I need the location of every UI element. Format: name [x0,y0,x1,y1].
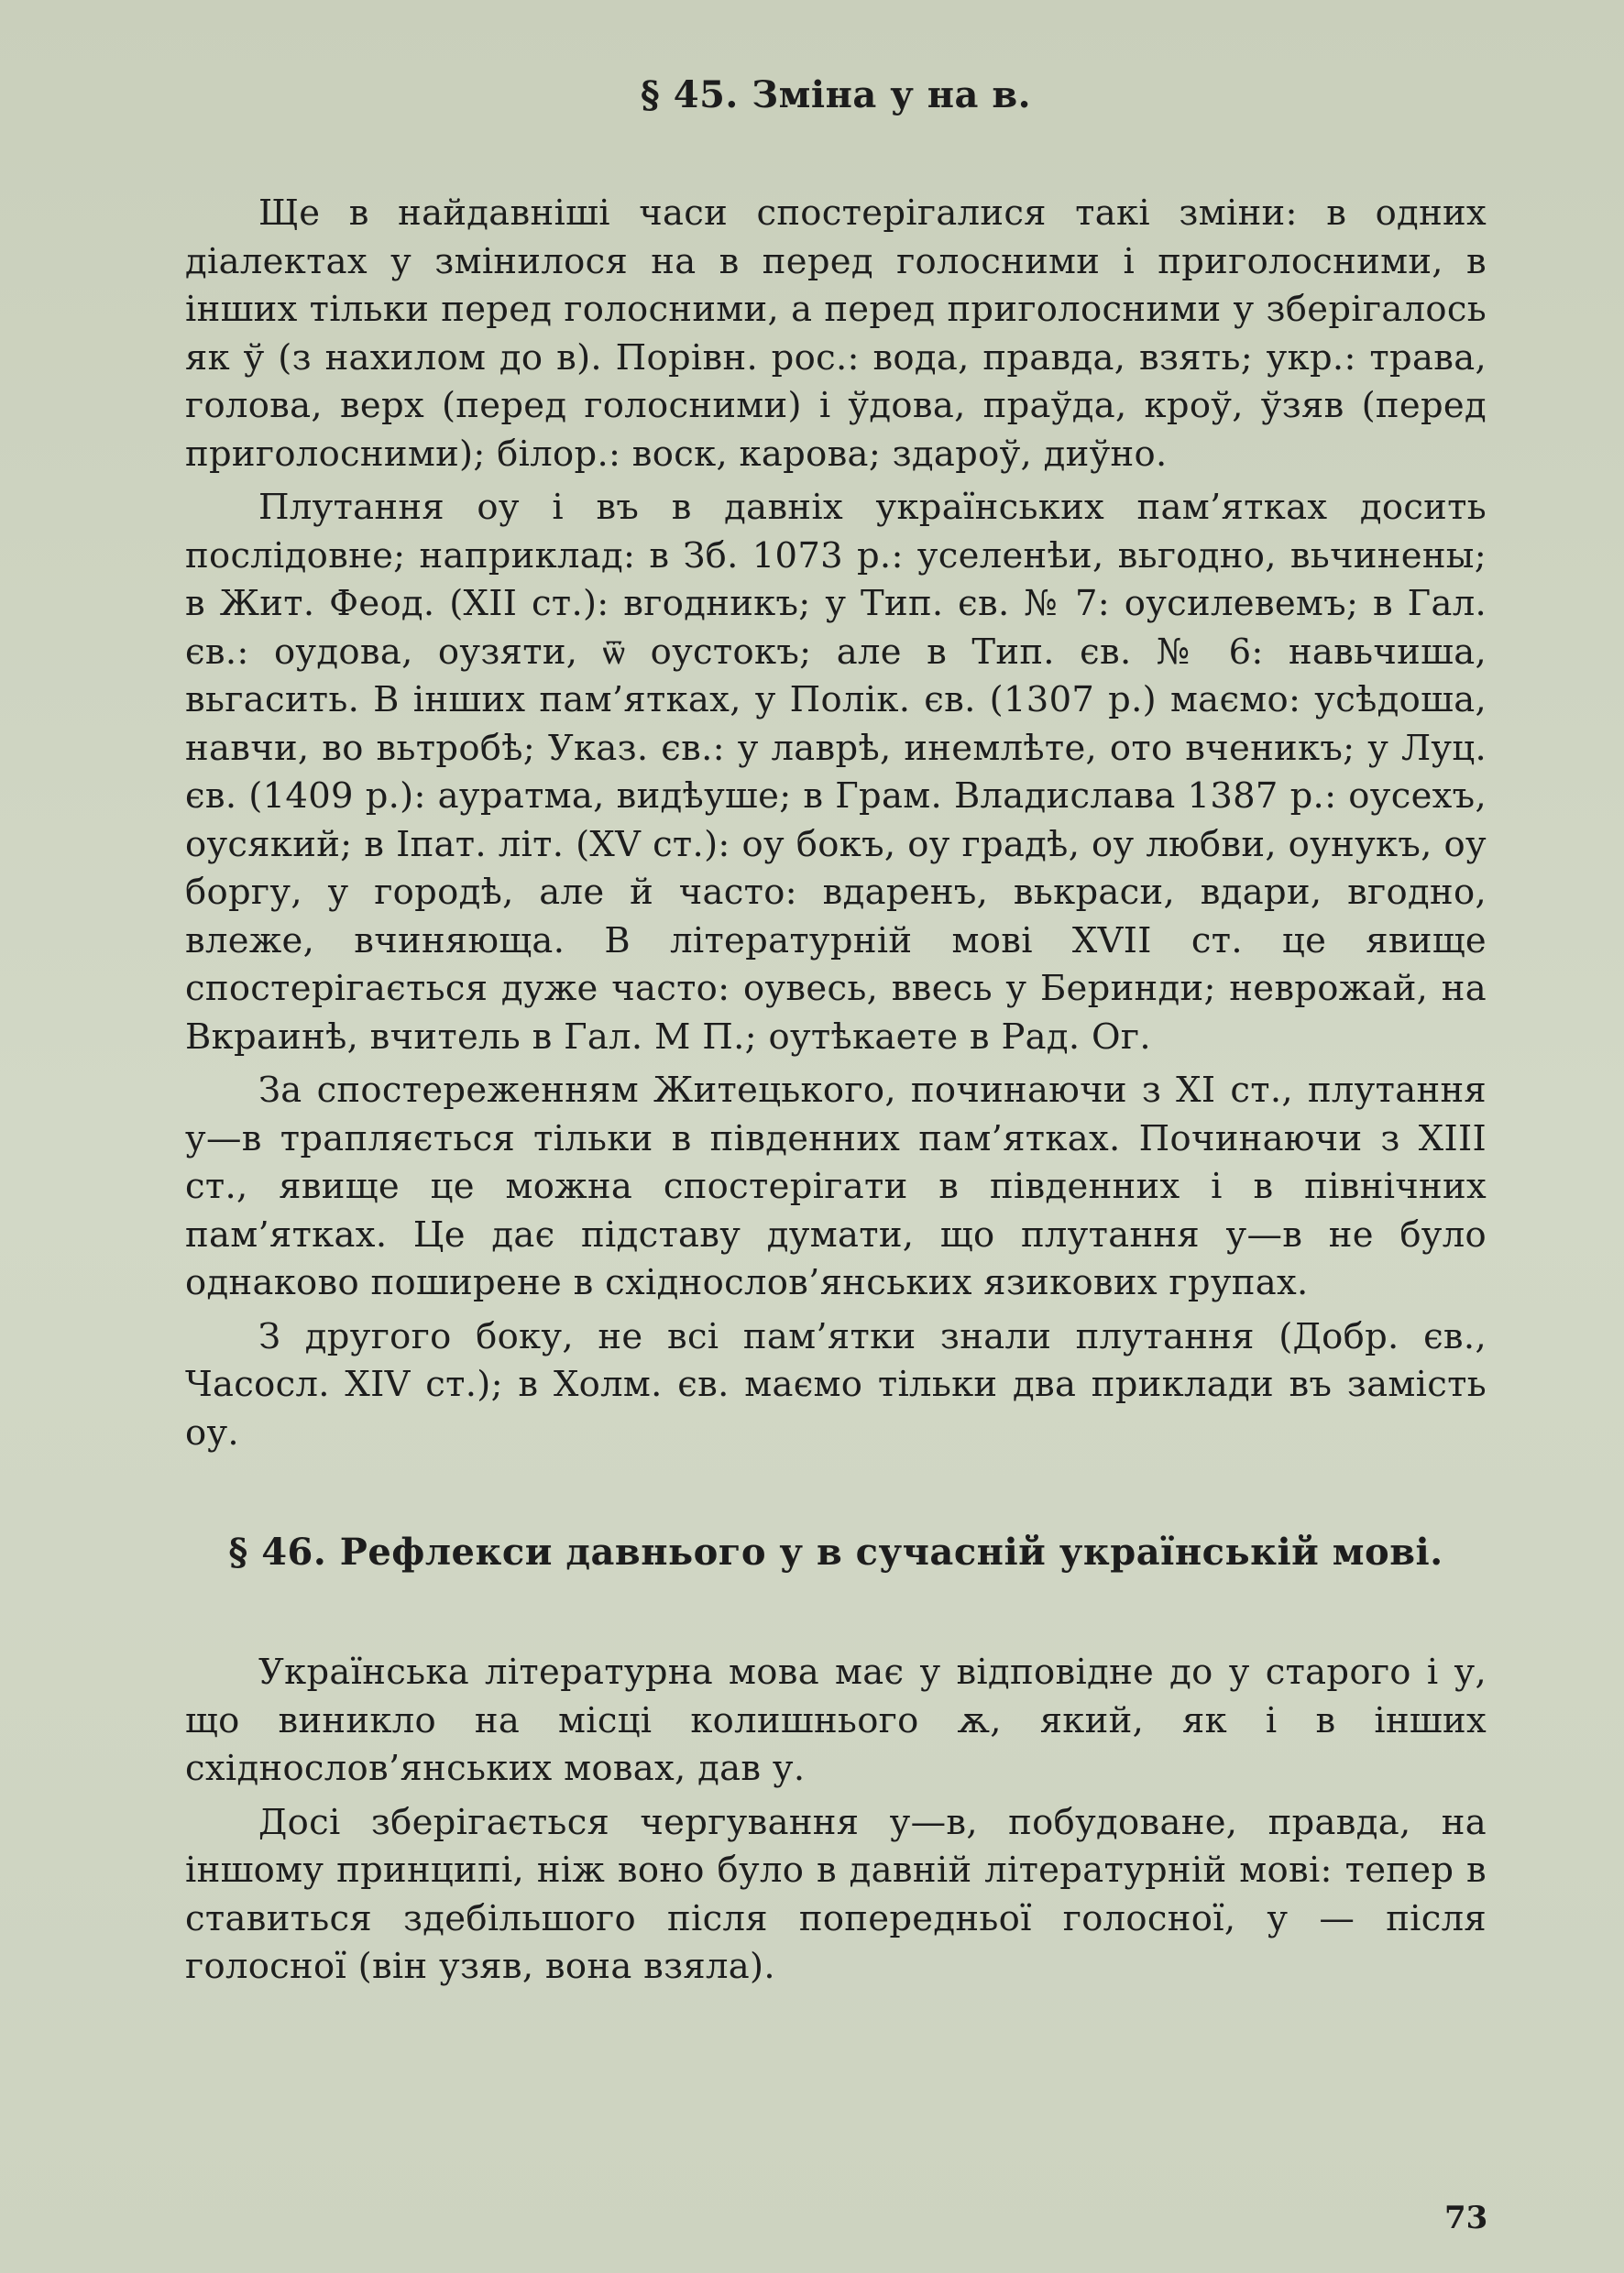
s46-paragraph-1: Українська літературна мова має у відповідне до у старого і у, що виникло на місці колишнього ѫ, який, як і в інших східнослов’янських мовах, дав у. [185,1652,1487,1789]
s45-paragraph-3: За спостереженням Житецького, починаючи з XI ст., плутання у—в трапляється тільки в південних пам’ятках. Починаючи з XIII ст., явище це можна спостерігати в південних і в північних пам’ятках. Це дає підставу думати, що плутання у—в не було однаково поширене в східнослов’янських язикових групах. [185,1070,1487,1303]
s45-paragraph-1: Ще в найдавніші часи спостерігалися такі зміни: в одних діалектах у змінилося на в перед голосними і приголосними, в інших тільки перед голосними, а перед приголосними у зберігалось як ў (з нахилом до в). Порівн. рос.: вода, правда, взять; укр.: трава, голова, верх (перед голосними) і ўдова, праўда, кроў, ўзяв (перед приголосними); білор.: воск, карова; здароў, диўно. [185,192,1487,475]
s45-paragraph-4: З другого боку, не всі пам’ятки знали плутання (Добр. єв., Часосл. XIV ст.); в Холм. єв. маємо тільки два приклади въ замість оу. [185,1315,1487,1454]
section-45-title: § 45. Зміна у на в. [640,73,1032,116]
page-number: 73 [1444,2200,1488,2236]
s46-paragraph-2: Досі зберігається чергування у—в, побудоване, правда, на іншому принципі, ніж воно було в давній літературній мові: тепер в ставиться здебільшого після попередньої голосної, у — після голосної (він узяв, вона взяла). [185,1801,1487,1987]
section-46-title: § 46. Рефлекси давнього у в сучасній українській мові. [228,1531,1443,1574]
page-content [185,73,1487,1997]
s45-paragraph-2: Плутання оу і въ в давніх українських пам’ятках досить послідовне; наприклад: в Зб. 1073 р.: уселенѣи, вьгодно, вьчинены; в Жит. Феод. (XII ст.): вгодникъ; у Тип. єв. № 7: оусилевемъ; в Гал. єв.: оудова, оузяти, ѿ оустокъ; але в Тип. єв. № 6: навьчиша, вьгасить. В інших пам’ятках, у Полік. єв. (1307 р.) маємо: усѣдоша, навчи, во вьтробѣ; Указ. єв.: у лаврѣ, инемлѣте, ото вченикъ; у Луц. єв. (1409 р.): ауратма, видѣуше; в Грам. Владислава 1387 р.: оусехъ, оусякий; в Іпат. літ. (XV ст.): оу бокъ, оу градѣ, оу любви, оунукъ, оу боргу, у городѣ, але й часто: вдаренъ, вькраси, вдари, вгодно, влеже, вчиняюща. В літературній мові XVII ст. це явище спостерігається дуже часто: оувесь, ввесь у Беринди; неврожай, на Вкраинѣ, вчитель в Гал. М П.; оутѣкаете в Рад. Ог. [185,487,1487,1058]
